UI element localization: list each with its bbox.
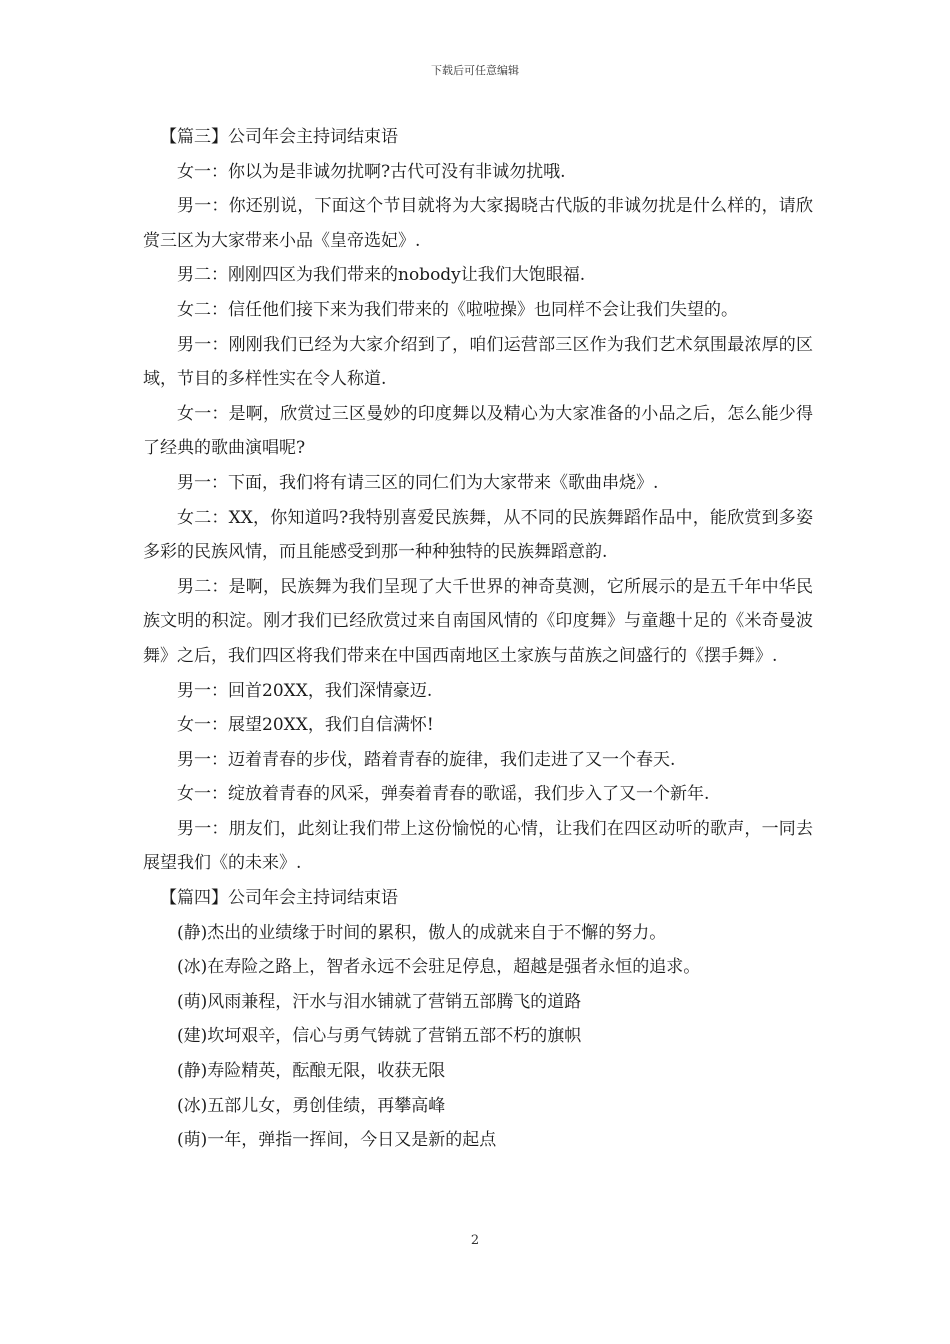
- paragraph: (萌)一年，弹指一挥间，今日又是新的起点: [177, 1130, 497, 1151]
- paragraph: 男二：刚刚四区为我们带来的nobody让我们大饱眼福.: [177, 265, 586, 286]
- paragraph: 男一：下面，我们将有请三区的同仁们为大家带来《歌曲串烧》.: [177, 472, 659, 493]
- paragraph: 女一：展望20XX，我们自信满怀!: [177, 715, 434, 736]
- section-heading-3: 【篇三】公司年会主持词结束语: [160, 127, 398, 147]
- paragraph: (冰)五部儿女，勇创佳绩，再攀高峰: [177, 1095, 446, 1116]
- paragraph: 女一：你以为是非诚勿扰啊?古代可没有非诚勿扰哦.: [177, 161, 566, 182]
- paragraph: 女二：信任他们接下来为我们带来的《啦啦操》也同样不会让我们失望的。: [177, 299, 738, 320]
- paragraph: 男二：是啊，民族舞为我们呈现了大千世界的神奇莫测，它所展示的是五千年中华民族文明的积淀。刚才我们已经欣赏过来自南国风情的《印度舞》与童趣十足的《米奇曼波舞》之后，我们四区将我们带来在中国西南地区土家族与苗族之间盛行的《摆手舞》.: [143, 576, 813, 666]
- paragraph: 男一：迈着青春的步伐，踏着青春的旋律，我们走进了又一个春天.: [177, 749, 676, 770]
- paragraph: (静)杰出的业绩缘于时间的累积，傲人的成就来自于不懈的努力。: [177, 922, 667, 943]
- paragraph: (冰)在寿险之路上，智者永远不会驻足停息，超越是强者永恒的追求。: [177, 957, 701, 978]
- paragraph: (静)寿险精英，酝酿无限，收获无限: [177, 1061, 446, 1082]
- paragraph: 男一：朋友们，此刻让我们带上这份愉悦的心情，让我们在四区动听的歌声，一同去展望我们《的未来》.: [143, 818, 813, 874]
- page-number: 2: [470, 1233, 480, 1248]
- paragraph: 女一：绽放着青春的风采，弹奏着青春的歌谣，我们步入了又一个新年.: [177, 784, 710, 805]
- section-heading-4: 【篇四】公司年会主持词结束语: [160, 888, 398, 909]
- paragraph: 女一：是啊，欣赏过三区曼妙的印度舞以及精心为大家准备的小品之后，怎么能少得了经典的歌曲演唱呢?: [143, 403, 813, 459]
- paragraph: 男一：刚刚我们已经为大家介绍到了，咱们运营部三区作为我们艺术氛围最浓厚的区域，节目的多样性实在令人称道.: [143, 334, 813, 390]
- paragraph: (萌)风雨兼程，汗水与泪水铺就了营销五部腾飞的道路: [177, 991, 582, 1012]
- paragraph: 男一：回首20XX，我们深情豪迈.: [177, 680, 433, 701]
- paragraph: (建)坎坷艰辛，信心与勇气铸就了营销五部不朽的旗帜: [177, 1026, 582, 1047]
- paragraph: 女二：XX，你知道吗?我特别喜爱民族舞，从不同的民族舞蹈作品中，能欣赏到多姿多彩的民族风情，而且能感受到那一种种独特的民族舞蹈意韵.: [143, 507, 813, 563]
- page-header-note: 下载后可任意编辑: [431, 64, 519, 77]
- document-body: [143, 120, 813, 1158]
- paragraph: 男一：你还别说，下面这个节目就将为大家揭晓古代版的非诚勿扰是什么样的，请欣赏三区为大家带来小品《皇帝选妃》.: [143, 196, 813, 251]
